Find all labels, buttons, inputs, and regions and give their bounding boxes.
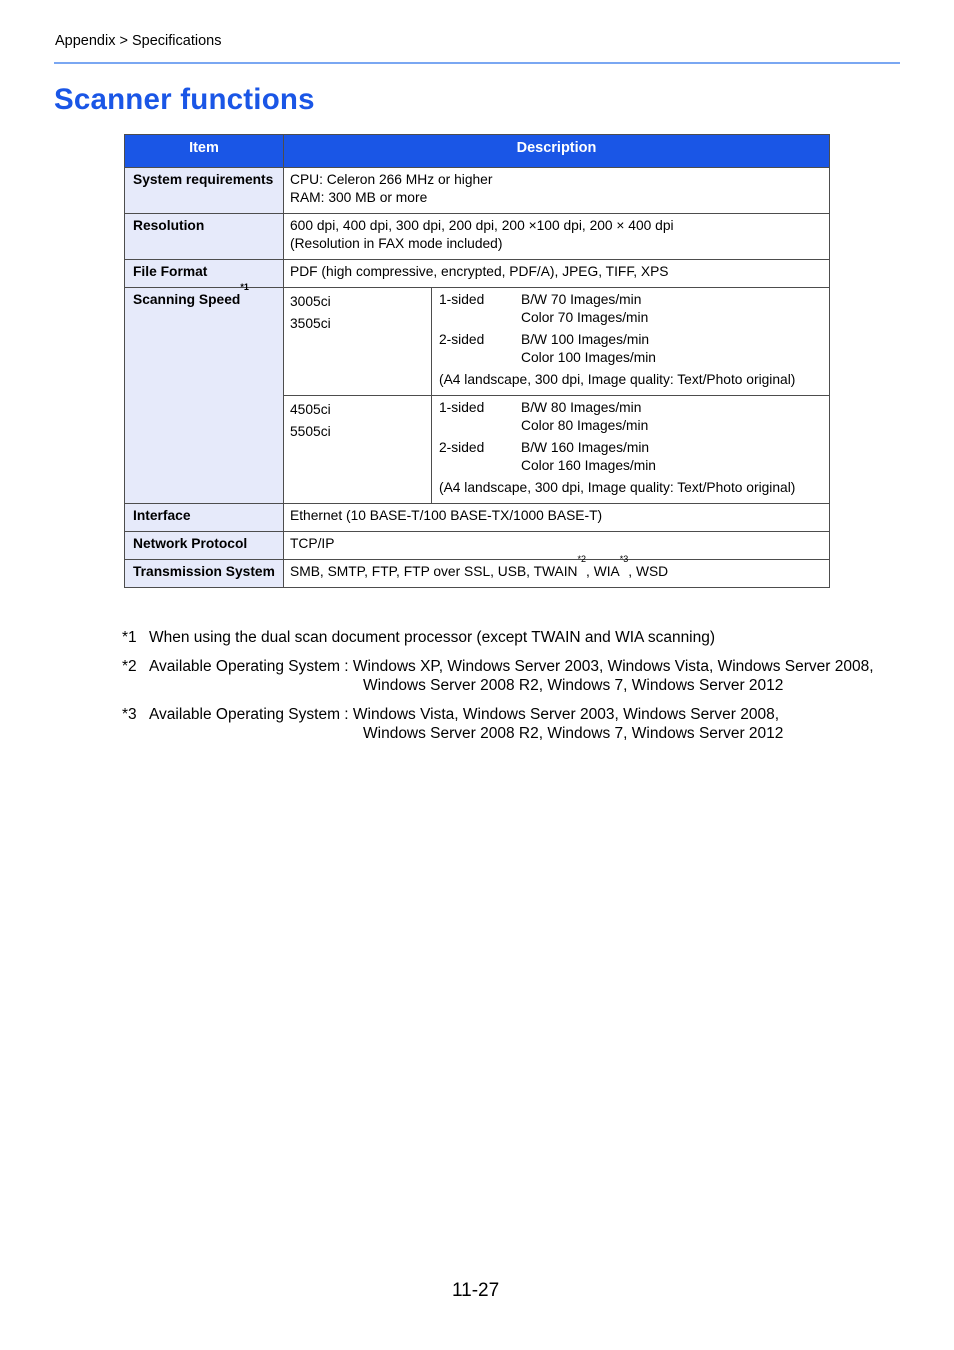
footnote-mark: *3 <box>122 706 137 723</box>
table-row <box>125 260 830 288</box>
scanning-speed-label: Scanning Speed <box>133 292 241 307</box>
table-row <box>125 504 830 532</box>
model-name: 4505ci <box>290 402 331 417</box>
footnote-ref: *1 <box>240 282 249 292</box>
footnote-text <box>149 657 874 695</box>
side-label: 1-sided <box>439 292 485 307</box>
row-value-network-protocol: TCP/IP <box>284 532 830 560</box>
row-value-system-requirements <box>284 168 830 214</box>
model-name: 3505ci <box>290 316 331 331</box>
row-value-transmission-system <box>284 554 830 588</box>
bw-speed: B/W 100 Images/min <box>521 332 650 347</box>
footnote-mark: *1 <box>122 629 137 646</box>
footnote-text <box>149 628 715 647</box>
color-speed: Color 100 Images/min <box>521 350 656 365</box>
footnote-line: Available Operating System : Windows Vista, Windows Server 2003, Windows Server 2008, <box>149 706 780 723</box>
transmission-protocols: SMB, SMTP, FTP, FTP over SSL, USB, TWAIN <box>290 564 578 579</box>
breadcrumb: Appendix > Specifications <box>55 33 222 49</box>
side-label: 1-sided <box>439 400 485 415</box>
page-number: 11-27 <box>452 1280 500 1301</box>
row-label-resolution: Resolution <box>125 214 284 260</box>
footnote-line: Available Operating System : Windows XP, Windows Server 2003, Windows Vista, Windows Server 2008, <box>149 658 874 675</box>
two-sided-speed <box>439 439 823 475</box>
row-label-interface: Interface <box>125 504 284 532</box>
model-name: 3005ci <box>290 294 331 309</box>
table-row <box>125 532 830 560</box>
table-header-row <box>125 135 830 168</box>
transmission-wsd: , WSD <box>628 564 669 579</box>
table-row <box>125 168 830 214</box>
two-sided-speed <box>439 331 823 367</box>
side-label: 2-sided <box>439 440 485 455</box>
page-title: Scanner functions <box>54 83 315 116</box>
row-label-transmission-system: Transmission System <box>125 560 284 588</box>
model-group-1 <box>284 288 432 396</box>
footnote-ref: *3 <box>619 554 629 564</box>
column-header-description: Description <box>284 135 830 168</box>
bw-speed: B/W 70 Images/min <box>521 292 642 307</box>
model-name: 5505ci <box>290 424 331 439</box>
row-value-interface: Ethernet (10 BASE-T/100 BASE-TX/1000 BASE-T) <box>284 504 830 532</box>
table-row <box>125 288 830 396</box>
one-sided-speed <box>439 291 823 327</box>
side-label: 2-sided <box>439 332 485 347</box>
transmission-wia: , WIA <box>586 564 620 579</box>
bw-speed: B/W 160 Images/min <box>521 440 650 455</box>
color-speed: Color 70 Images/min <box>521 310 649 325</box>
row-value-resolution <box>284 214 830 260</box>
cpu-requirement: CPU: Celeron 266 MHz or higher <box>290 172 493 187</box>
specifications-table <box>124 134 830 588</box>
speed-group-2 <box>432 396 830 504</box>
row-label-system-requirements: System requirements <box>125 168 284 214</box>
footnote-line: Windows Server 2008 R2, Windows 7, Windows Server 2012 <box>363 725 784 742</box>
speed-condition-note: (A4 landscape, 300 dpi, Image quality: Text/Photo original) <box>439 372 796 387</box>
footnote <box>122 628 874 647</box>
row-label-scanning-speed <box>125 282 284 504</box>
footnote <box>122 657 874 695</box>
footnote-text <box>149 705 783 743</box>
footnote-mark: *2 <box>122 658 137 675</box>
speed-condition-note: (A4 landscape, 300 dpi, Image quality: Text/Photo original) <box>439 480 796 495</box>
row-label-network-protocol: Network Protocol <box>125 532 284 560</box>
footnote-ref: *2 <box>577 554 587 564</box>
resolution-list: 600 dpi, 400 dpi, 300 dpi, 200 dpi, 200 ×100 dpi, 200 × 400 dpi <box>290 218 674 233</box>
model-group-2 <box>284 396 432 504</box>
one-sided-speed <box>439 399 823 435</box>
footnotes <box>122 628 874 753</box>
table-row <box>125 560 830 588</box>
column-header-item: Item <box>125 135 284 168</box>
row-label-file-format: File Format <box>125 260 284 288</box>
bw-speed: B/W 80 Images/min <box>521 400 642 415</box>
footnote-line: Windows Server 2008 R2, Windows 7, Windows Server 2012 <box>363 677 784 694</box>
resolution-note: (Resolution in FAX mode included) <box>290 236 503 251</box>
color-speed: Color 80 Images/min <box>521 418 649 433</box>
footnote-line: When using the dual scan document processor (except TWAIN and WIA scanning) <box>149 629 716 646</box>
footnote <box>122 705 874 743</box>
table-row <box>125 214 830 260</box>
color-speed: Color 160 Images/min <box>521 458 656 473</box>
speed-group-1 <box>432 288 830 396</box>
row-value-file-format: PDF (high compressive, encrypted, PDF/A), JPEG, TIFF, XPS <box>284 260 830 288</box>
header-divider <box>54 62 900 64</box>
ram-requirement: RAM: 300 MB or more <box>290 190 428 205</box>
